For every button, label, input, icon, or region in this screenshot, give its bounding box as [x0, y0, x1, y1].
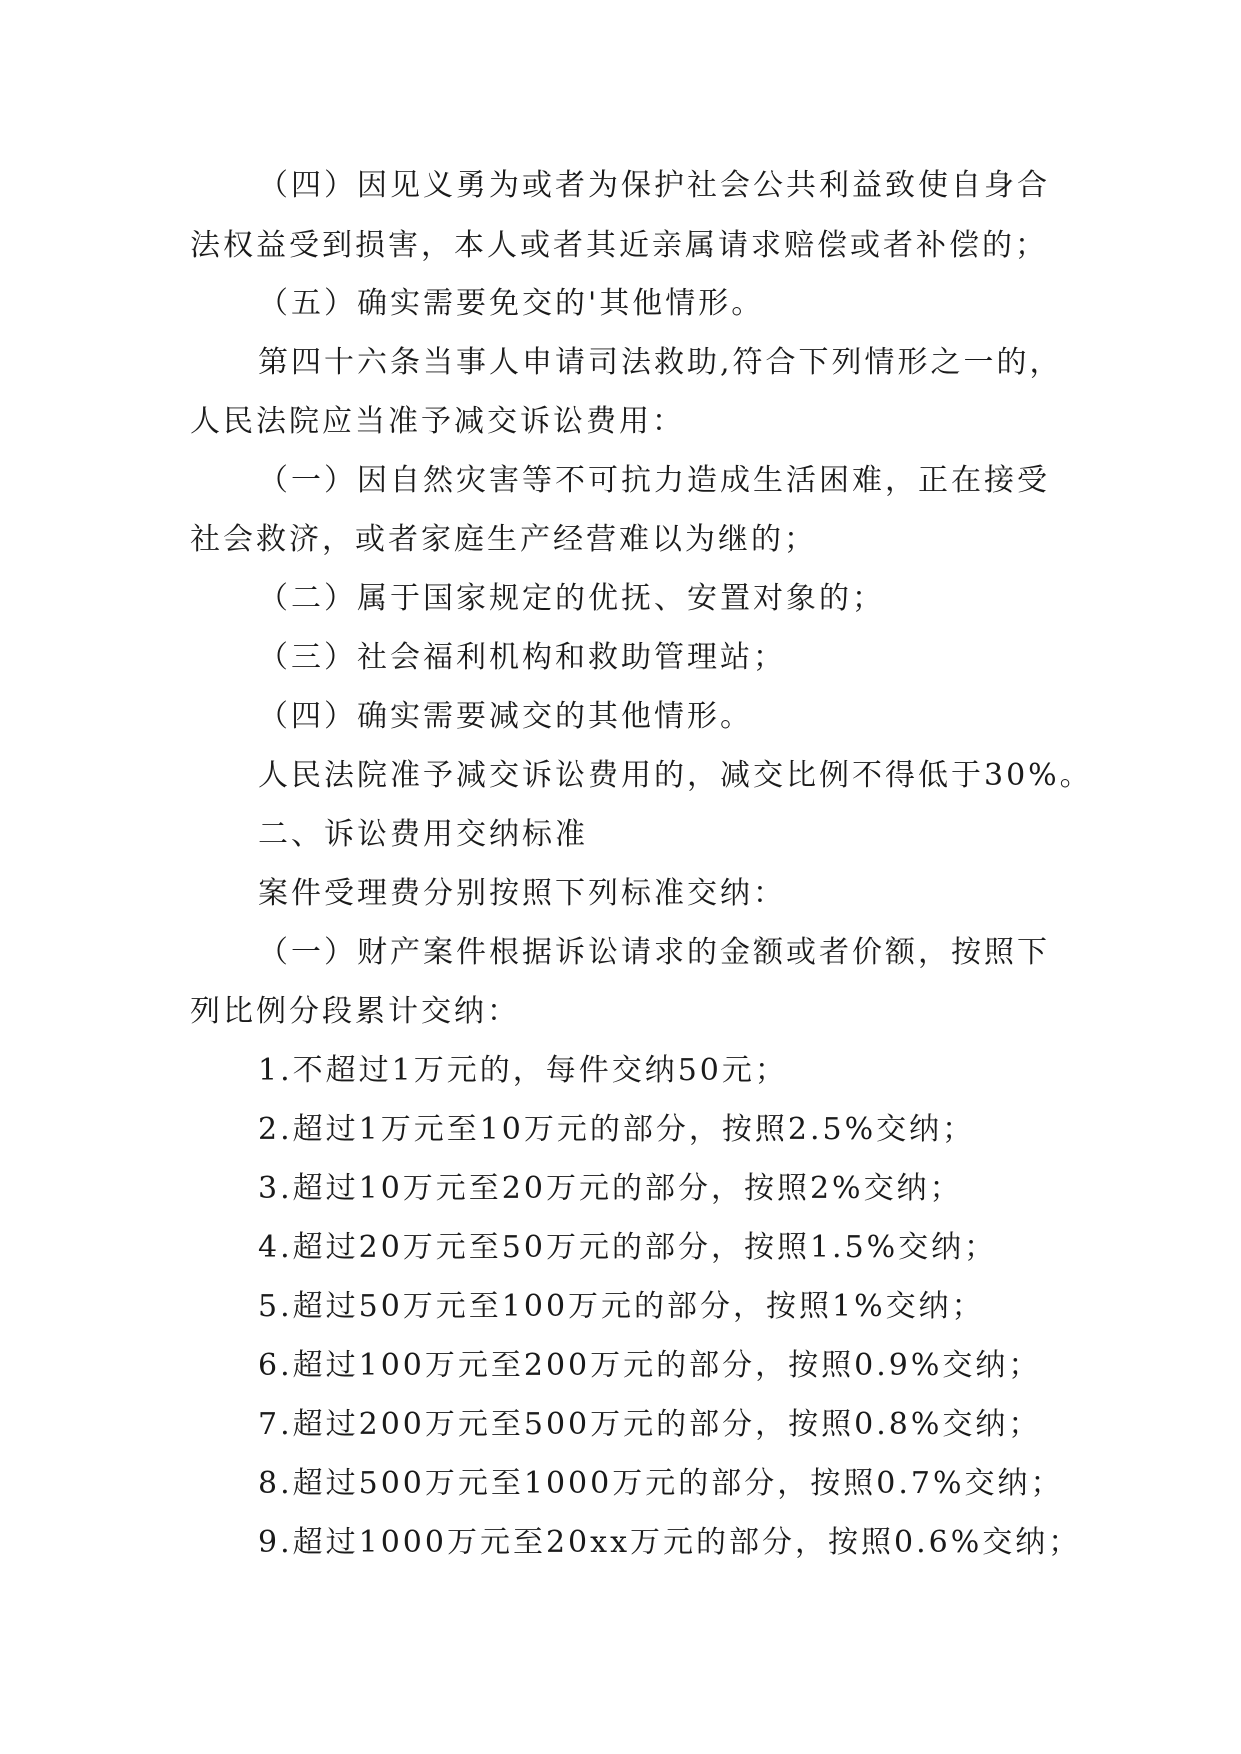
list-item: 2.超过1万元至10万元的部分，按照2.5%交纳；	[258, 1112, 976, 1147]
paragraph-line: 法权益受到损害，本人或者其近亲属请求赔偿或者补偿的；	[190, 228, 1048, 263]
paragraph-line: 人民法院应当准予减交诉讼费用：	[190, 404, 685, 439]
paragraph-line: （四）因见义勇为或者为保护社会公共利益致使自身合	[258, 168, 1050, 203]
list-item: 9.超过1000万元至20xx万元的部分，按照0.6%交纳；	[258, 1525, 1082, 1560]
list-item: 6.超过100万元至200万元的部分，按照0.9%交纳；	[258, 1348, 1042, 1383]
paragraph-line: （一）因自然灾害等不可抗力造成生活困难，正在接受	[258, 463, 1050, 498]
list-item: 3.超过10万元至20万元的部分，按照2%交纳；	[258, 1171, 963, 1206]
paragraph-line: （五）确实需要免交的'其他情形。	[258, 286, 765, 321]
list-item: 4.超过20万元至50万元的部分，按照1.5%交纳；	[258, 1230, 998, 1265]
paragraph-line: （四）确实需要减交的其他情形。	[258, 699, 753, 734]
list-item: 7.超过200万元至500万元的部分，按照0.8%交纳；	[258, 1407, 1042, 1442]
section-heading: 二、诉讼费用交纳标准	[258, 817, 588, 852]
paragraph-line: 列比例分段累计交纳：	[190, 994, 520, 1029]
paragraph-line: 案件受理费分别按照下列标准交纳：	[258, 876, 786, 911]
paragraph-line: （一）财产案件根据诉讼请求的金额或者价额，按照下	[258, 935, 1050, 970]
list-item: 5.超过50万元至100万元的部分，按照1%交纳；	[258, 1289, 985, 1324]
list-item: 1.不超过1万元的，每件交纳50元；	[258, 1053, 788, 1088]
paragraph-line: （二）属于国家规定的优抚、安置对象的；	[258, 581, 885, 616]
list-item: 8.超过500万元至1000万元的部分，按照0.7%交纳；	[258, 1466, 1064, 1501]
article-heading-line: 第四十六条当事人申请司法救助,符合下列情形之一的，	[258, 345, 1063, 380]
paragraph-line: 社会救济，或者家庭生产经营难以为继的；	[190, 522, 817, 557]
paragraph-line: 人民法院准予减交诉讼费用的，减交比例不得低于30%。	[258, 758, 1093, 793]
paragraph-line: （三）社会福利机构和救助管理站；	[258, 640, 786, 675]
